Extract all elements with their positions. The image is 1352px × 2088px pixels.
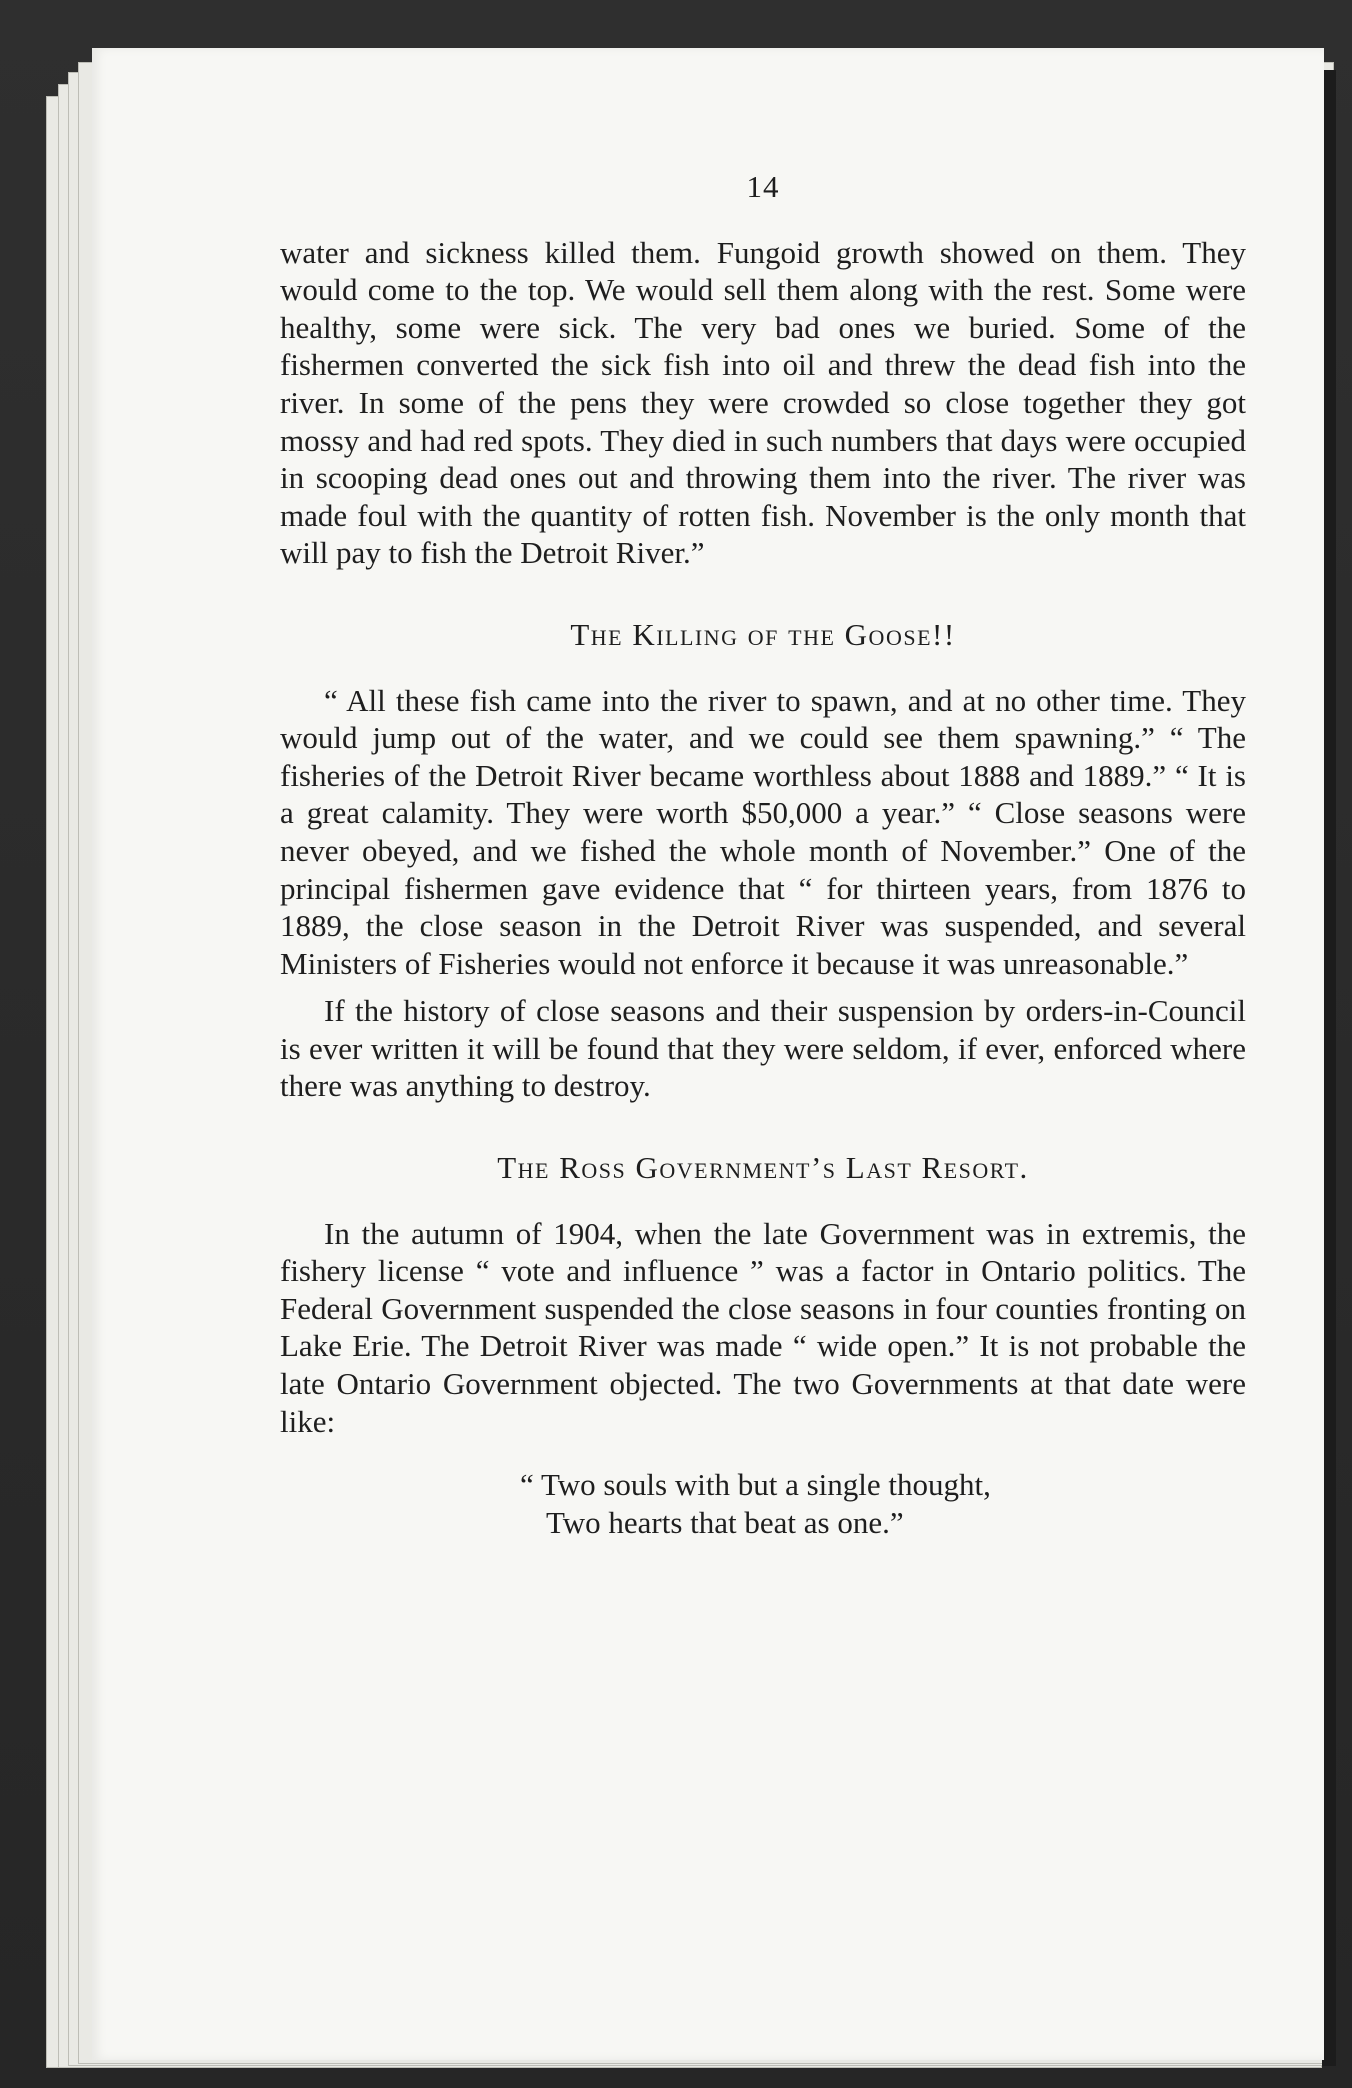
page-number: 14: [746, 169, 780, 204]
section-heading-killing-of-the-goose: The Killing of the Goose!!: [570, 616, 956, 652]
paragraph-testimony: “ All these fish came into the river to spawn, and at no other time. They would jump out of the water, and we could see them spawning.” “ The fisheries of the Detroit River became worthless about 1888 and 1889.” “ It is a great calamity. They were worth $50,000 a year.” “ Close seasons were never obeyed, and we fished the whole month of November.” One of the principal fishermen gave evidence that “ for thirteen years, from 1876 to 1889, the close season in the Detroit River was suspended, and several Ministers of Fisheries would not enforce it because it was unreasonable.”: [280, 682, 1246, 981]
paragraph-close-seasons-history: If the history of close seasons and their suspension by orders-in-Council is ever written it will be found that they were seldom, if ever, enforced where there was anything to destroy.: [280, 993, 1246, 1104]
verse-quote: [280, 1466, 1246, 1541]
verse-line: “ Two souls with but a single thought,: [520, 1467, 991, 1503]
page-text: [280, 168, 1246, 1541]
section-heading-ross-government: The Ross Government’s Last Resort.: [497, 1150, 1029, 1186]
paragraph-continued: water and sickness killed them. Fungoid growth showed on them. They would come to the top. We would sell them along with the rest. Some were healthy, some were sick. The very bad ones we buried. Some of the fishermen converted the sick fish into oil and threw the dead fish into the river. In some of the pens they were crowded so close together they got mossy and had red spots. They died in such numbers that days were occupied in scooping dead ones out and throwing them into the river. The river was made foul with the quantity of rotten fish. November is the only month that will pay to fish the Detroit River.”: [280, 234, 1246, 571]
paragraph-autumn-1904: In the autumn of 1904, when the late Government was in extremis, the fishery license “ vote and influence ” was a factor in Ontario politics. The Federal Government suspended the close seasons in four counties fronting on Lake Erie. The Detroit River was made “ wide open.” It is not probable the late Ontario Government objected. The two Governments at that date were like:: [280, 1215, 1246, 1439]
verse-line: Two hearts that beat as one.”: [546, 1504, 904, 1540]
book-cover-edge: [1322, 70, 1336, 2066]
